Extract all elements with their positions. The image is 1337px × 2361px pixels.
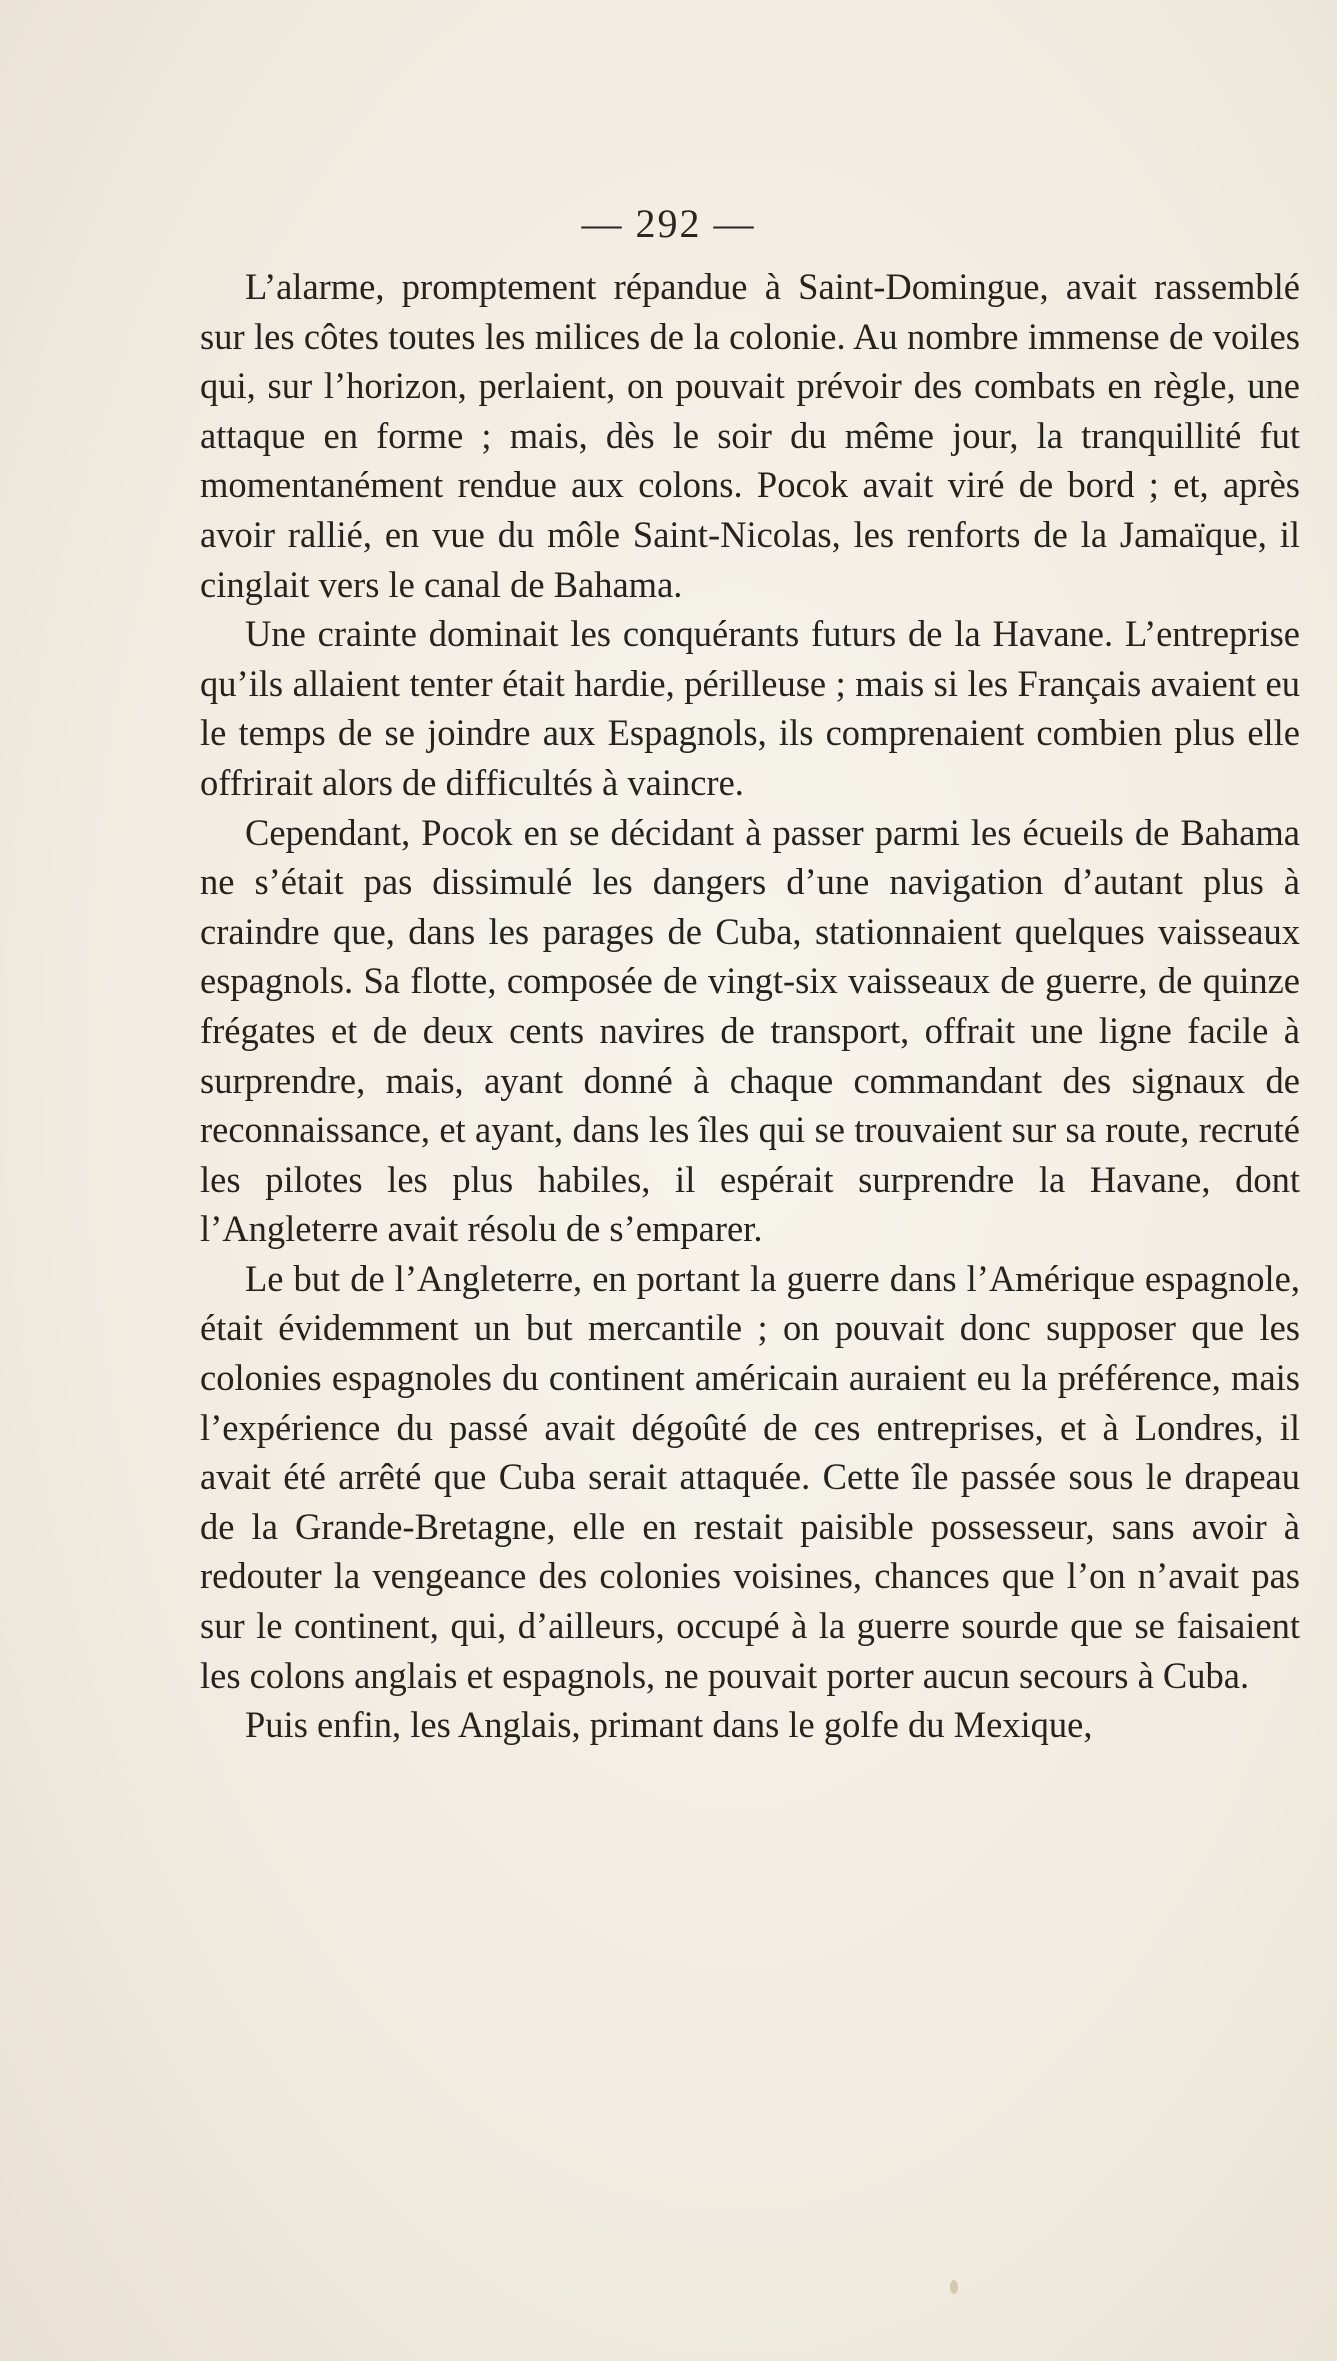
paragraph-1: L’alarme, promptement répandue à Saint-Domingue, avait rassemblé sur les côtes toutes les milices de la colonie. Au nombre immense de voiles qui, sur l’horizon, perlaient, on pouvait prévoir des combats en règle, une attaque en forme ; mais, dès le soir du même jour, la tranquillité fut momentanément rendue aux colons. Pocok avait viré de bord ; et, après avoir rallié, en vue du môle Saint-Nicolas, les renforts de la Jamaïque, il cinglait vers le canal de Bahama. bbox=[200, 266, 1300, 605]
paragraph-2: Une crainte dominait les conquérants futurs de la Havane. L’entreprise qu’ils allaient tenter était hardie, périlleuse ; mais si les Français avaient eu le temps de se joindre aux Espagnols, ils comprenaient combien plus elle offrirait alors de difficultés à vaincre. bbox=[200, 613, 1300, 803]
paragraph-5: Puis enfin, les Anglais, primant dans le golfe du Mexique, bbox=[245, 1704, 1093, 1746]
page-number: — 292 — bbox=[581, 201, 756, 246]
body-text bbox=[200, 262, 1300, 1750]
paragraph-3: Cependant, Pocok en se décidant à passer parmi les écueils de Bahama ne s’était pas dissimulé les dangers d’une navigation d’autant plus à craindre que, dans les parages de Cuba, stationnaient quelques vaisseaux espagnols. Sa flotte, composée de vingt-six vaisseaux de guerre, de quinze frégates et de deux cents navires de transport, offrait une ligne facile à surprendre, mais, ayant donné à chaque commandant des signaux de reconnaissance, et ayant, dans les îles qui se trouvaient sur sa route, recruté les pilotes les plus habiles, il espérait surprendre la Havane, dont l’Angleterre avait résolu de s’emparer. bbox=[200, 811, 1300, 1250]
paragraph-4: Le but de l’Angleterre, en portant la guerre dans l’Amérique espagnole, était évidemment un but mercantile ; on pouvait donc supposer que les colonies espagnoles du continent américain auraient eu la préférence, mais l’expérience du passé avait dégoûté de ces entreprises, et à Londres, il avait été arrêté que Cuba serait attaquée. Cette île passée sous le drapeau de la Grande-Bretagne, elle en restait paisible possesseur, sans avoir à redouter la vengeance des colonies voisines, chances que l’on n’avait pas sur le continent, qui, d’ailleurs, occupé à la guerre sourde que se faisaient les colons anglais et espagnols, ne pouvait porter aucun secours à Cuba. bbox=[200, 1257, 1300, 1696]
paper-blemish bbox=[950, 2280, 958, 2294]
